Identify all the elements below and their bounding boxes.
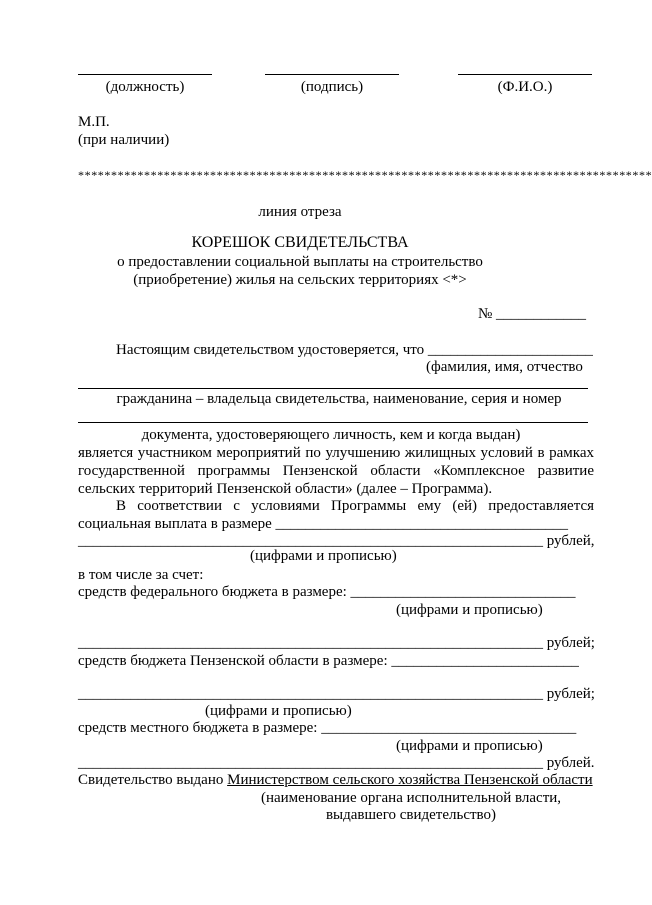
participant-line-3: сельских территорий Пензенской области» (далее – Программа). xyxy=(78,481,493,497)
title-subline-2: (приобретение) жилья на сельских территориях <*> xyxy=(133,272,467,288)
page-title: КОРЕШОК СВИДЕТЕЛЬСТВА xyxy=(191,234,409,251)
document-hint: документа, удостоверяющего личность, кем и когда выдан) xyxy=(141,427,521,443)
cut-line-label: линия отреза xyxy=(258,204,342,220)
digits-words-hint-2: (цифрами и прописью) xyxy=(396,602,543,618)
amount-rub-line-2: ______________________________________________________________ рублей; xyxy=(78,635,595,651)
citizen-name-line xyxy=(78,388,588,389)
fio-hint: (фамилия, имя, отчество xyxy=(426,359,583,375)
participant-line-2: государственной программы Пензенской области «Комплексное развитие xyxy=(78,463,594,479)
amount-rub-line-4: ______________________________________________________________ рублей. xyxy=(78,755,595,771)
title-subline-1: о предоставлении социальной выплаты на строительство xyxy=(117,254,483,270)
document-line xyxy=(78,422,588,423)
including-label: в том числе за счет: xyxy=(78,567,204,583)
issued-prefix: Свидетельство выдано xyxy=(78,772,228,788)
certificate-number: № ____________ xyxy=(478,306,587,322)
amount-rub-line-3: ______________________________________________________________ рублей; xyxy=(78,686,595,702)
federal-budget-line: средств федерального бюджета в размере: ______________________________ xyxy=(78,584,576,600)
digits-words-hint-4: (цифрами и прописью) xyxy=(396,738,543,754)
signature-caption: (подпись) xyxy=(300,79,364,95)
issued-by-line xyxy=(78,771,593,789)
participant-line-1: является участником мероприятий по улучшению жилищных условий в рамках xyxy=(78,445,594,461)
stamp-if-any: (при наличии) xyxy=(78,132,170,148)
digits-words-hint-3: (цифрами и прописью) xyxy=(205,703,352,719)
amount-rub-line-1: ______________________________________________________________ рублей, xyxy=(78,533,595,549)
digits-words-hint-1: (цифрами и прописью) xyxy=(250,548,397,564)
citizen-hint: гражданина – владельца свидетельства, наименование, серия и номер xyxy=(116,391,562,407)
position-line xyxy=(78,74,212,75)
issuer-hint-2: выдавшего свидетельство) xyxy=(325,807,497,823)
signature-line xyxy=(265,74,399,75)
issuing-authority: Министерством сельского хозяйства Пензенской области xyxy=(227,772,593,788)
fio-line xyxy=(458,74,592,75)
position-caption: (должность) xyxy=(105,79,185,95)
fio-caption: (Ф.И.О.) xyxy=(497,79,553,95)
local-budget-line: средств местного бюджета в размере: __________________________________ xyxy=(78,720,577,736)
accordance-line-1: В соответствии с условиями Программы ему (ей) предоставляется xyxy=(116,498,594,514)
certify-text: Настоящим свидетельством удостоверяется, что ______________________ xyxy=(116,342,593,358)
issuer-hint-1: (наименование органа исполнительной власти, xyxy=(260,790,562,806)
accordance-line-2: социальная выплата в размере _______________________________________ xyxy=(78,516,569,532)
regional-budget-line: средств бюджета Пензенской области в размере: _________________________ xyxy=(78,653,579,669)
asterisk-separator: *************************************************************************************** xyxy=(78,168,652,182)
stamp-label: М.П. xyxy=(78,114,110,130)
